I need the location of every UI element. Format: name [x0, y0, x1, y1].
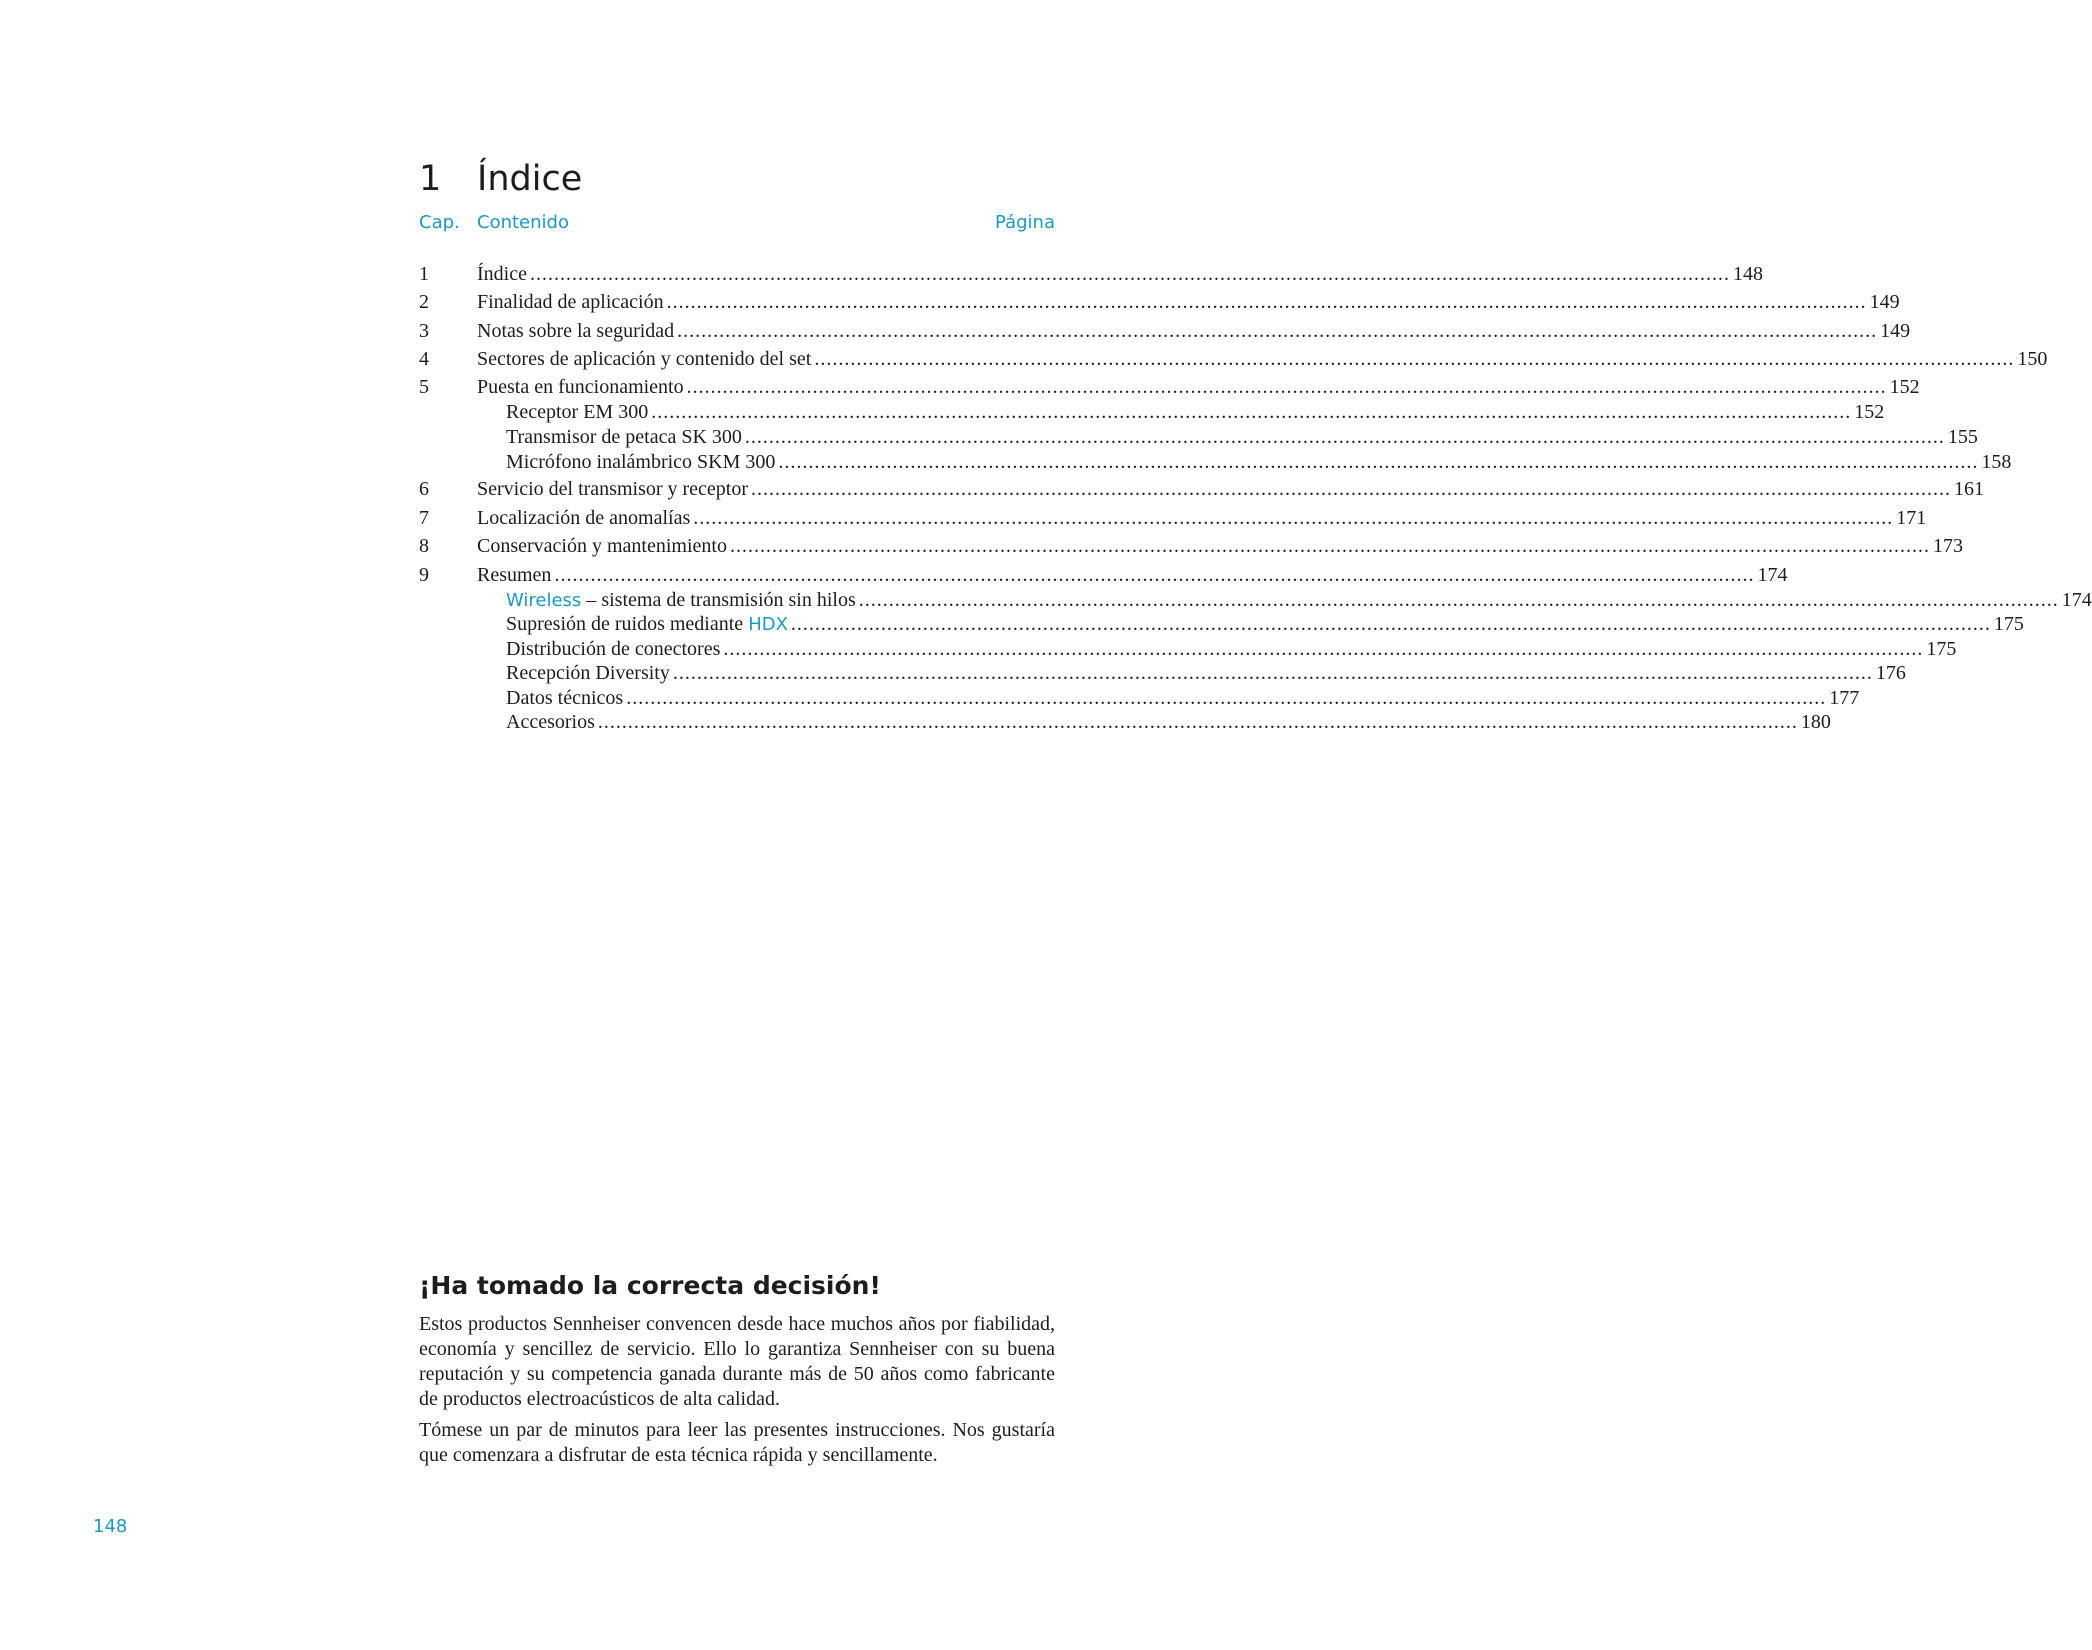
toc-label: Puesta en funcionamiento: [477, 376, 684, 398]
toc-page: 171: [1896, 507, 1927, 529]
toc-page: 177: [1829, 687, 1860, 709]
toc-page: 175: [1926, 638, 1957, 660]
toc-label: Resumen: [477, 564, 552, 586]
hdx-keyword: HDX: [748, 614, 788, 635]
toc-label: Datos técnicos: [506, 687, 624, 709]
toc-label: – sistema de transmisión sin hilos: [581, 589, 856, 611]
chapter-number: 1: [419, 159, 442, 200]
toc-page: 161: [1954, 478, 1985, 500]
toc-page: 175: [1993, 613, 2024, 635]
toc-page: 148: [1732, 263, 1763, 285]
toc-label: Receptor EM 300: [506, 401, 649, 423]
toc-label: Sectores de aplicación y contenido del set: [477, 348, 812, 370]
toc-page: 155: [1947, 426, 1978, 448]
toc-chapter: 4: [419, 348, 429, 370]
toc-label: Supresión de ruidos mediante: [506, 613, 749, 635]
toc-page: 174: [2061, 589, 2092, 611]
chapter-title: Índice: [477, 159, 583, 200]
toc-page: 149: [1869, 291, 1900, 313]
toc-label: Notas sobre la seguridad: [477, 320, 675, 342]
toc-page: 152: [1854, 401, 1885, 423]
toc-label: Conservación y mantenimiento: [477, 535, 727, 557]
toc-page: 150: [2017, 348, 2048, 370]
toc-page: 158: [1981, 451, 2012, 473]
toc-page: 152: [1889, 376, 1920, 398]
toc-label: Micrófono inalámbrico SKM 300: [506, 451, 776, 473]
toc-chapter: 3: [419, 320, 429, 342]
toc-page: 174: [1757, 564, 1788, 586]
page-title: [419, 159, 582, 199]
toc-label: Finalidad de aplicación: [477, 291, 664, 313]
toc-chapter: 6: [419, 478, 429, 500]
column-header-chapter: Cap.: [419, 212, 460, 233]
toc-page: 176: [1875, 662, 1906, 684]
toc-chapter: 2: [419, 291, 429, 313]
toc-label: Recepción Diversity: [506, 662, 670, 684]
toc-label: Accesorios: [506, 711, 595, 733]
column-header-page: Página: [995, 212, 1055, 233]
toc-chapter: 9: [419, 564, 429, 586]
toc-chapter: 8: [419, 535, 429, 557]
column-header-content: Contenido: [477, 212, 569, 233]
intro-title: ¡Ha tomado la correcta decisión!: [419, 1270, 881, 1300]
toc-label: Distribución de conectores: [506, 638, 721, 660]
intro-paragraph: Estos productos Sennheiser convencen desde hace muchos años por fiabilidad, economía y sencillez de servicio. Ello lo garantiza Sennheiser con su buena reputación y su competencia ganada durante más de 50 años como fabricante de productos electroacústicos de alta calidad.: [419, 1313, 1055, 1410]
toc-chapter: 7: [419, 507, 429, 529]
toc-label: Localización de anomalías: [477, 507, 691, 529]
page-number: 148: [93, 1516, 128, 1537]
toc-page: 180: [1800, 711, 1831, 733]
intro-paragraph: Tómese un par de minutos para leer las presentes instrucciones. Nos gustaría que comenzara a disfrutar de esta técnica rápida y sencillamente.: [419, 1419, 1055, 1466]
toc-label: Servicio del transmisor y receptor: [477, 478, 749, 500]
toc-label: Transmisor de petaca SK 300: [506, 426, 742, 448]
toc-page: 173: [1932, 535, 1963, 557]
toc-page: 149: [1880, 320, 1911, 342]
wireless-keyword: Wireless: [506, 590, 582, 611]
toc-chapter: 1: [419, 263, 429, 285]
toc-chapter: 5: [419, 376, 429, 398]
toc-label: Índice: [477, 263, 527, 285]
